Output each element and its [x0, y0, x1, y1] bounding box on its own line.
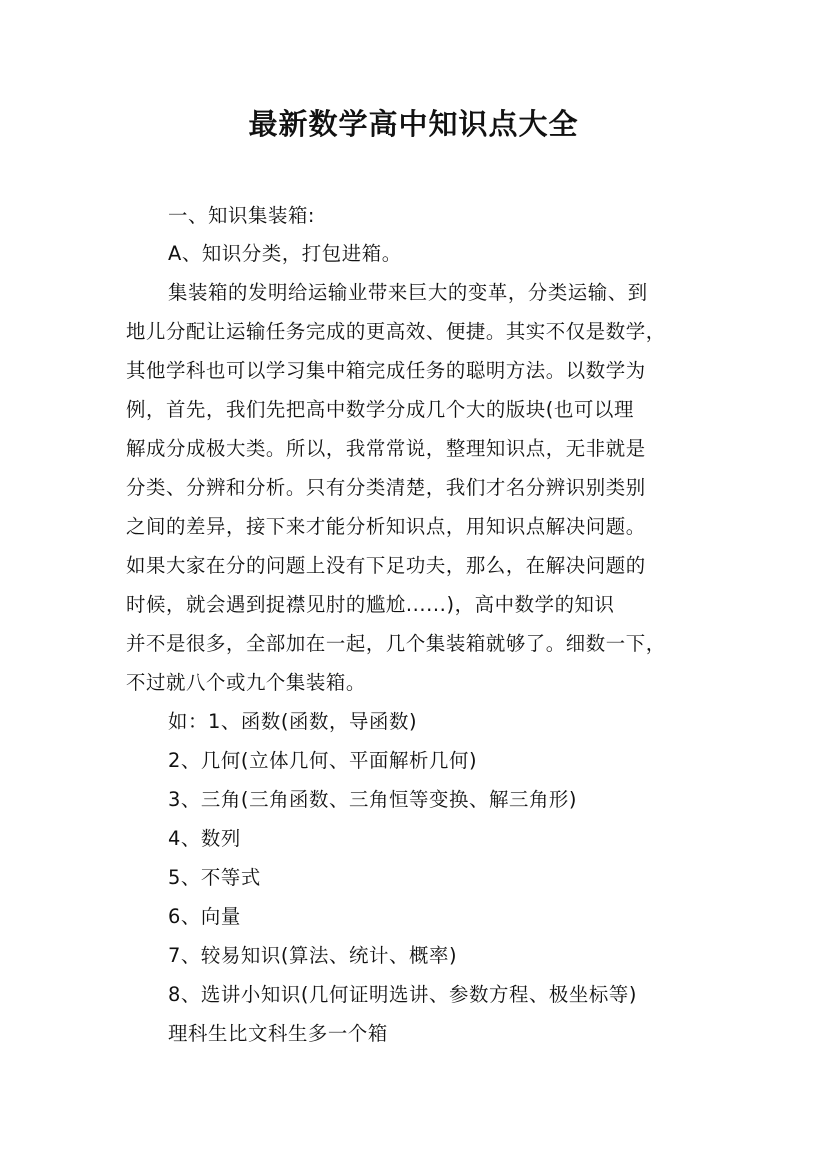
list-item: 3、三角(三角函数、三角恒等变换、解三角形) [168, 788, 578, 811]
paragraph-line: 其他学科也可以学习集中箱完成任务的聪明方法。以数学为 [126, 359, 646, 382]
list-item: 4、数列 [168, 827, 241, 850]
paragraph-line: 集装箱的发明给运输业带来巨大的变革，分类运输、到 [168, 281, 648, 304]
subheading: A、知识分类，打包进箱。 [168, 242, 402, 265]
paragraph-line: 不过就八个或九个集装箱。 [126, 671, 366, 694]
paragraph-line: 之间的差异，接下来才能分析知识点，用知识点解决问题。 [126, 515, 646, 538]
paragraph-line: 并不是很多，全部加在一起，几个集装箱就够了。细数一下， [126, 632, 666, 655]
list-item: 5、不等式 [168, 866, 261, 889]
paragraph-line: 地儿分配让运输任务完成的更高效、便捷。其实不仅是数学， [126, 320, 666, 343]
paragraph-line: 解成分成极大类。所以，我常常说，整理知识点，无非就是 [126, 437, 646, 460]
paragraph-line: 时候，就会遇到捉襟见肘的尴尬......)，高中数学的知识 [126, 593, 615, 616]
paragraph-line: 分类、分辨和分析。只有分类清楚，我们才名分辨识别类别 [126, 476, 646, 499]
paragraph-line: 例，首先，我们先把高中数学分成几个大的版块(也可以理 [126, 398, 634, 421]
paragraph-line: 如果大家在分的问题上没有下足功夫，那么，在解决问题的 [126, 554, 646, 577]
document-title: 最新数学高中知识点大全 [248, 107, 579, 141]
list-item: 理科生比文科生多一个箱 [168, 1022, 388, 1045]
section-heading: 一、知识集装箱: [168, 204, 316, 227]
list-item: 2、几何(立体几何、平面解析几何) [168, 749, 478, 772]
list-item: 8、选讲小知识(几何证明选讲、参数方程、极坐标等) [168, 983, 638, 1006]
list-item: 如：1、函数(函数，导函数) [168, 710, 418, 733]
list-item: 7、较易知识(算法、统计、概率) [168, 944, 458, 967]
list-item: 6、向量 [168, 905, 241, 928]
